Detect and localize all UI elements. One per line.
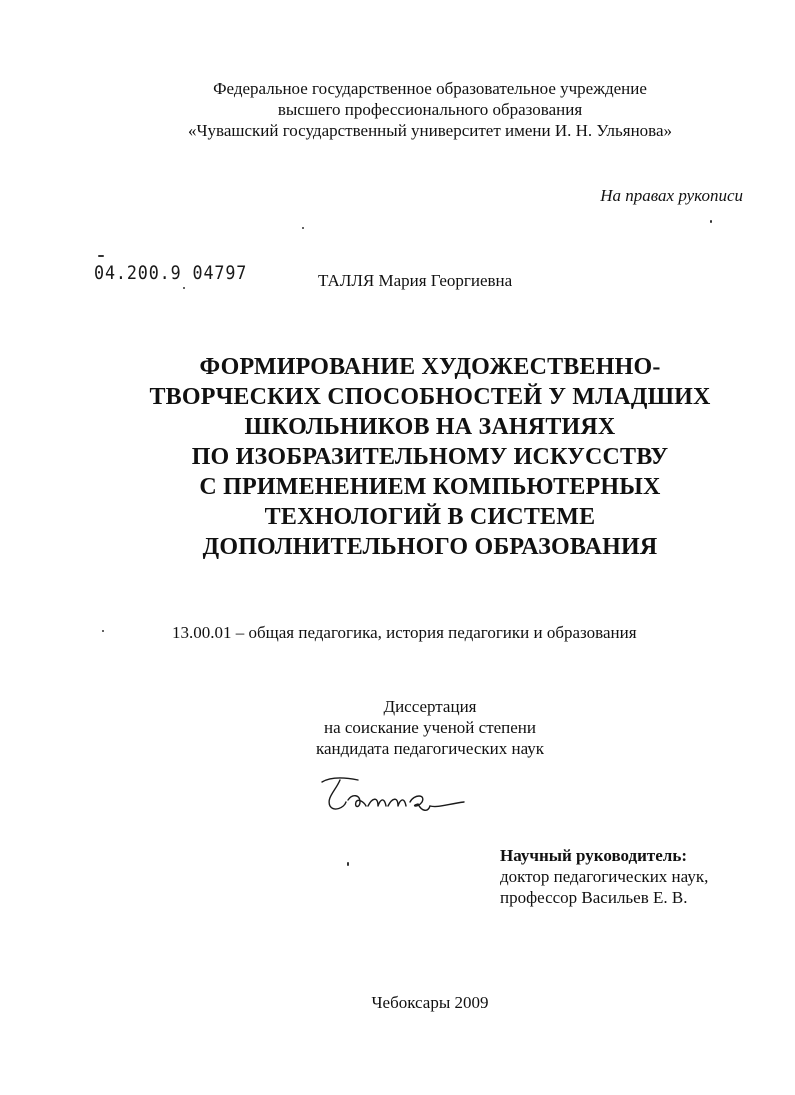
dissertation-title bbox=[60, 352, 795, 562]
dissertation-degree-block bbox=[0, 696, 795, 759]
title-line-6: ТЕХНОЛОГИЙ В СИСТЕМЕ bbox=[264, 504, 596, 530]
scan-speck bbox=[302, 227, 304, 229]
city-year: Чебоксары 2009 bbox=[371, 993, 489, 1012]
manuscript-rights-note: На правах рукописи bbox=[600, 186, 743, 205]
title-line-2: ТВОРЧЕСКИХ СПОСОБНОСТЕЙ У МЛАДШИХ bbox=[149, 384, 711, 410]
title-line-4: ПО ИЗОБРАЗИТЕЛЬНОМУ ИСКУССТВУ bbox=[191, 444, 669, 470]
registration-stamp-number: 04.200.9 04797 bbox=[94, 262, 248, 284]
specialty-code: 13.00.01 – общая педагогика, история педагогики и образования bbox=[172, 623, 637, 642]
scan-speck bbox=[347, 862, 349, 866]
advisor-degree: доктор педагогических наук, bbox=[500, 867, 709, 886]
degree-line-1: Диссертация bbox=[383, 697, 477, 716]
author-signature bbox=[318, 772, 468, 820]
degree-line-3: кандидата педагогических наук bbox=[315, 739, 545, 758]
advisor-name: профессор Васильев Е. В. bbox=[500, 888, 688, 907]
header-line-1: Федеральное государственное образовательное учреждение bbox=[213, 79, 647, 98]
degree-line-2: на соискание ученой степени bbox=[323, 718, 537, 737]
scan-speck bbox=[183, 287, 185, 289]
scan-speck bbox=[98, 255, 104, 257]
title-line-5: С ПРИМЕНЕНИЕМ КОМПЬЮТЕРНЫХ bbox=[199, 474, 661, 500]
scientific-advisor bbox=[500, 845, 708, 908]
institution-header bbox=[0, 78, 795, 141]
header-line-2: высшего профессионального образования bbox=[277, 100, 583, 119]
title-line-7: ДОПОЛНИТЕЛЬНОГО ОБРАЗОВАНИЯ bbox=[202, 534, 658, 560]
header-line-3: «Чувашский государственный университет имени И. Н. Ульянова» bbox=[187, 121, 673, 140]
advisor-heading: Научный руководитель: bbox=[500, 846, 687, 865]
scan-speck bbox=[102, 630, 104, 632]
title-line-3: ШКОЛЬНИКОВ НА ЗАНЯТИЯХ bbox=[244, 414, 616, 440]
scan-speck bbox=[710, 220, 712, 223]
title-line-1: ФОРМИРОВАНИЕ ХУДОЖЕСТВЕННО- bbox=[199, 354, 661, 380]
author-name: ТАЛЛЯ Мария Георгиевна bbox=[318, 271, 513, 290]
